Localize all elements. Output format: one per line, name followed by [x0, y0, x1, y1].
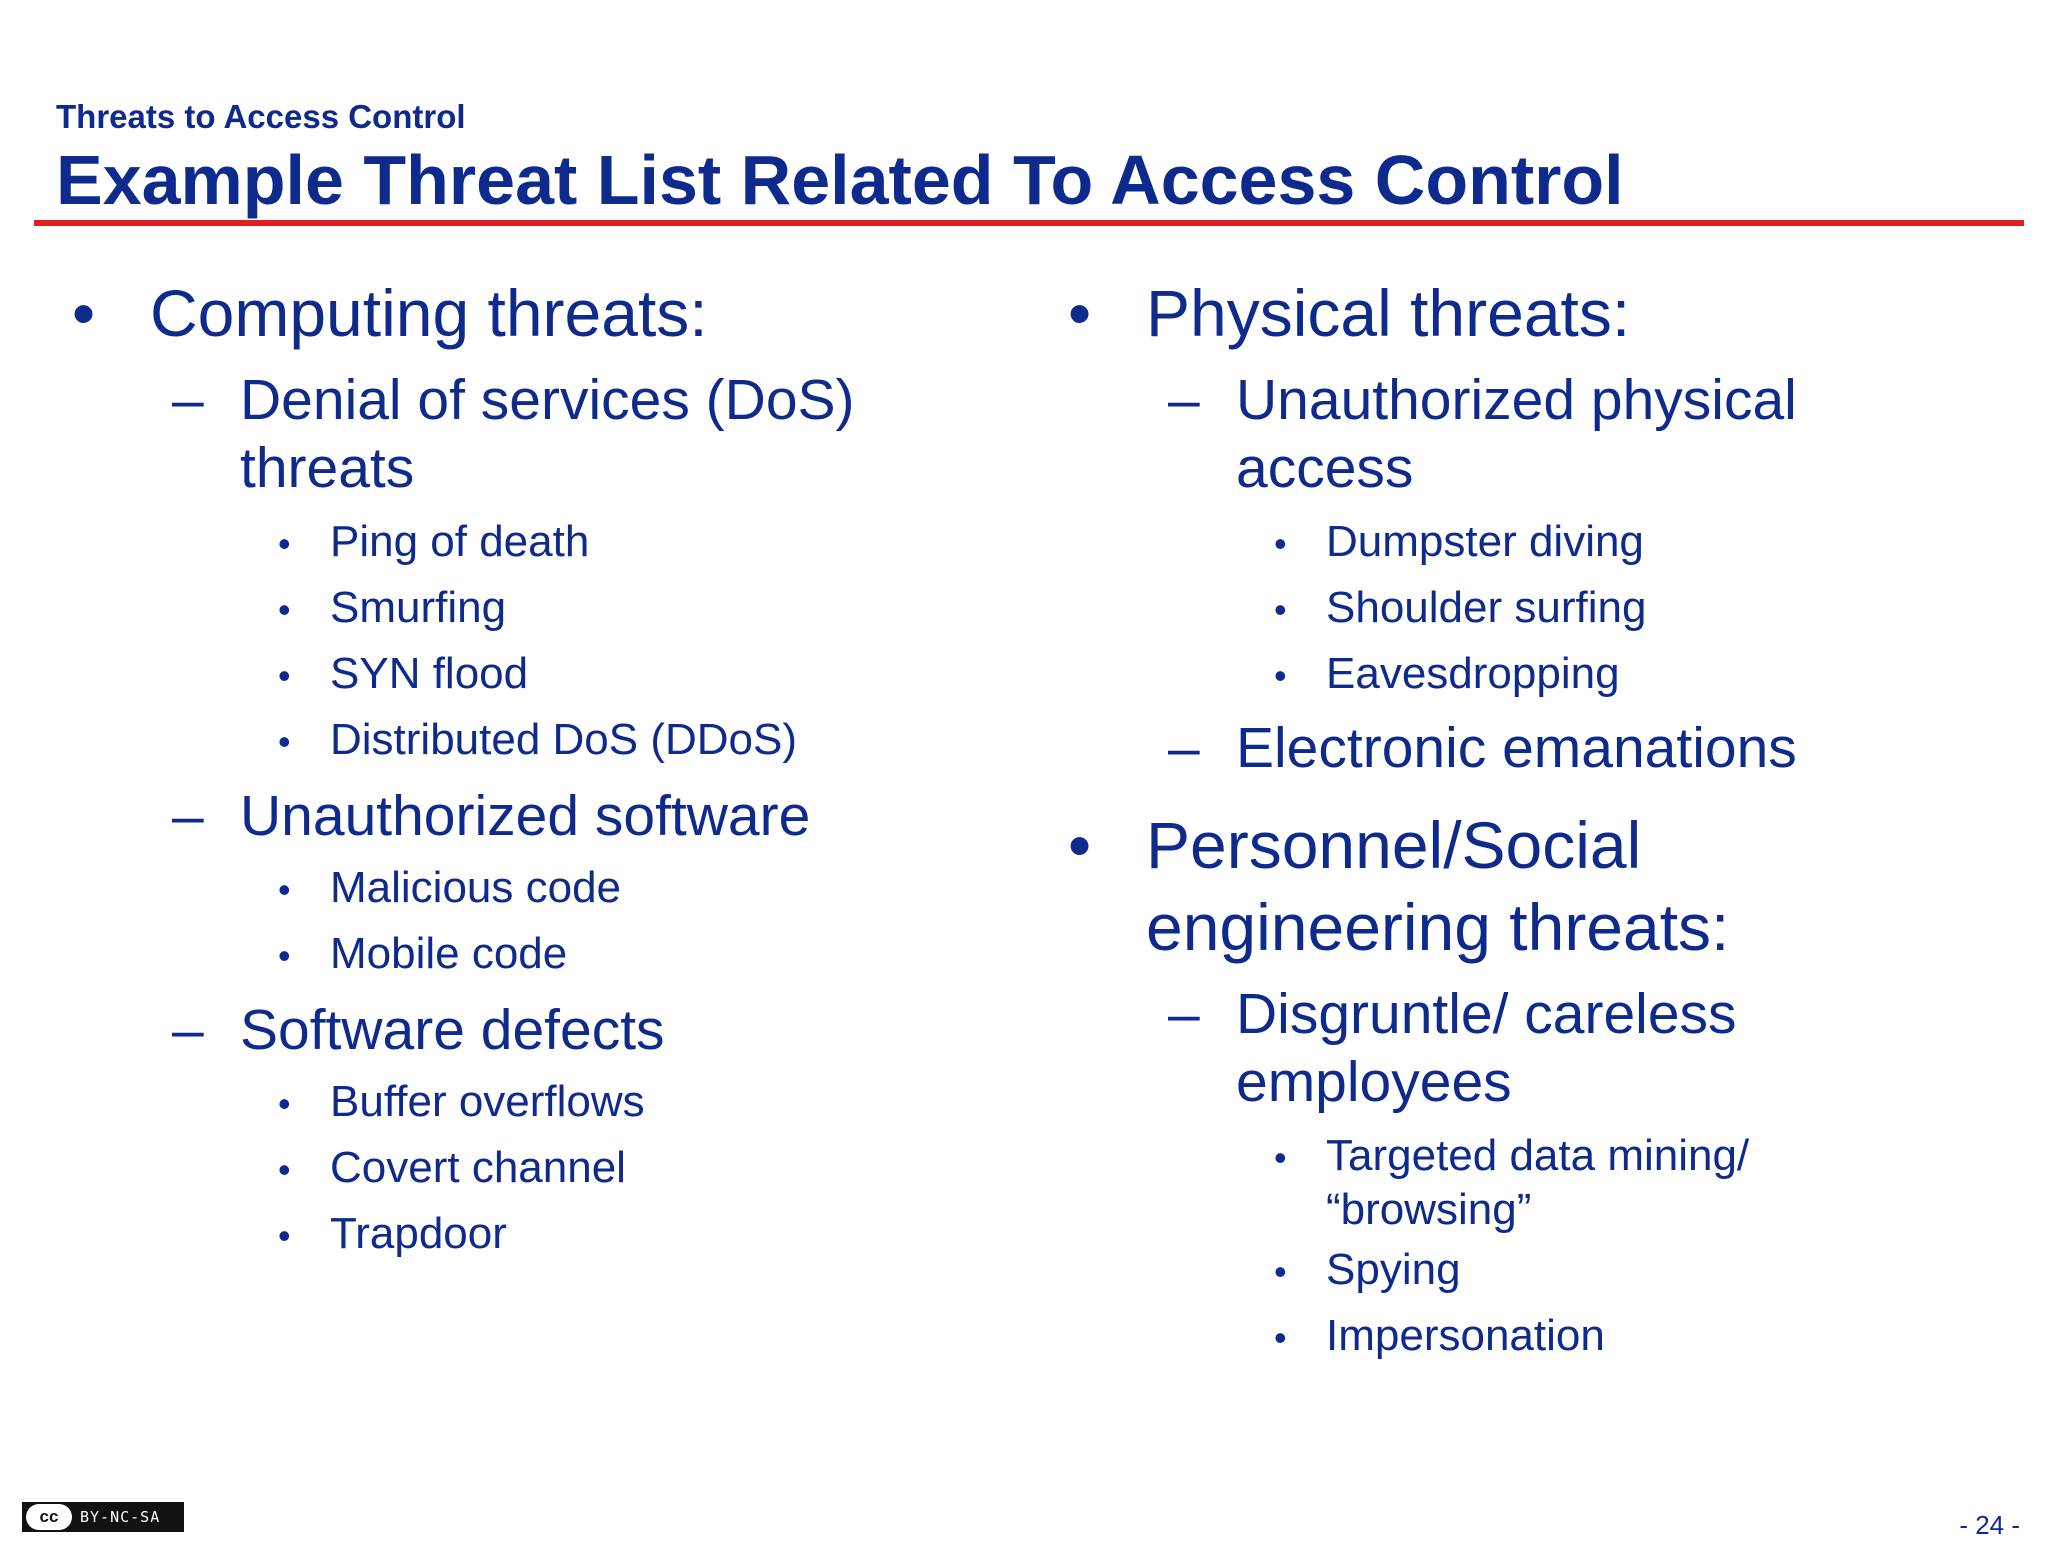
dash-icon: – [1168, 982, 1200, 1046]
bullet-icon: • [1274, 655, 1287, 696]
item-data-mining-line1: Targeted data mining/ [1326, 1131, 1750, 1180]
dash-icon: – [172, 368, 204, 432]
item-disgruntle-line1: Disgruntle/ careless [1236, 982, 1737, 1046]
item-electronic-emanations: Electronic emanations [1236, 716, 1797, 780]
bullet-icon: • [278, 721, 291, 762]
list-item: Smurfing [330, 583, 507, 632]
dash-icon: – [172, 998, 204, 1062]
heading-computing-threats: Computing threats: [150, 276, 708, 350]
bullet-icon: • [1068, 808, 1092, 882]
dash-icon: – [1168, 716, 1200, 780]
heading-personnel-line2: engineering threats: [1146, 890, 1730, 964]
list-item: Distributed DoS (DDoS) [330, 715, 798, 764]
item-unauthorized-physical-line2: access [1236, 436, 1414, 500]
list-item: Malicious code [330, 863, 622, 912]
section-subtitle: Threats to Access Control [56, 98, 466, 135]
dash-icon: – [1168, 368, 1200, 432]
list-item: Eavesdropping [1326, 649, 1620, 698]
cc-license-badge [22, 1502, 184, 1532]
item-data-mining-line2: “browsing” [1326, 1185, 1532, 1234]
title-divider [34, 220, 2024, 226]
bullet-icon: • [278, 1083, 291, 1124]
bullet-icon: • [278, 1215, 291, 1256]
item-unauthorized-physical-line1: Unauthorized physical [1236, 368, 1797, 432]
license-text: BY-NC-SA [80, 1508, 161, 1526]
list-item: Buffer overflows [330, 1077, 645, 1126]
bullet-icon: • [278, 1149, 291, 1190]
page-number: - 24 - [1959, 1510, 2020, 1540]
list-item: Impersonation [1326, 1311, 1605, 1360]
item-disgruntle-line2: employees [1236, 1050, 1512, 1114]
item-software-defects: Software defects [240, 998, 665, 1062]
bullet-icon: • [278, 655, 291, 696]
bullet-icon: • [1274, 589, 1287, 630]
bullet-icon: • [1274, 1317, 1287, 1358]
list-item: Dumpster diving [1326, 517, 1644, 566]
list-item: SYN flood [330, 649, 529, 698]
heading-personnel-line1: Personnel/Social [1146, 808, 1642, 882]
list-item: Trapdoor [330, 1209, 507, 1258]
list-item: Covert channel [330, 1143, 626, 1192]
cc-icon: cc [26, 1504, 72, 1530]
list-item: Spying [1326, 1245, 1461, 1294]
bullet-icon: • [72, 276, 96, 350]
list-item: Mobile code [330, 929, 568, 978]
heading-physical-threats: Physical threats: [1146, 276, 1631, 350]
dash-icon: – [172, 784, 204, 848]
bullet-icon: • [278, 589, 291, 630]
bullet-icon: • [278, 869, 291, 910]
item-dos-line1: Denial of services (DoS) [240, 368, 855, 432]
bullet-icon: • [1274, 1251, 1287, 1292]
item-dos-line2: threats [240, 436, 415, 500]
list-item: Shoulder surfing [1326, 583, 1647, 632]
slide-title: Example Threat List Related To Access Control [56, 141, 1624, 219]
bullet-icon: • [1274, 523, 1287, 564]
list-item: Ping of death [330, 517, 590, 566]
bullet-icon: • [278, 523, 291, 564]
bullet-icon: • [1068, 276, 1092, 350]
bullet-icon: • [1274, 1137, 1287, 1178]
bullet-icon: • [278, 935, 291, 976]
item-unauthorized-software: Unauthorized software [240, 784, 811, 848]
